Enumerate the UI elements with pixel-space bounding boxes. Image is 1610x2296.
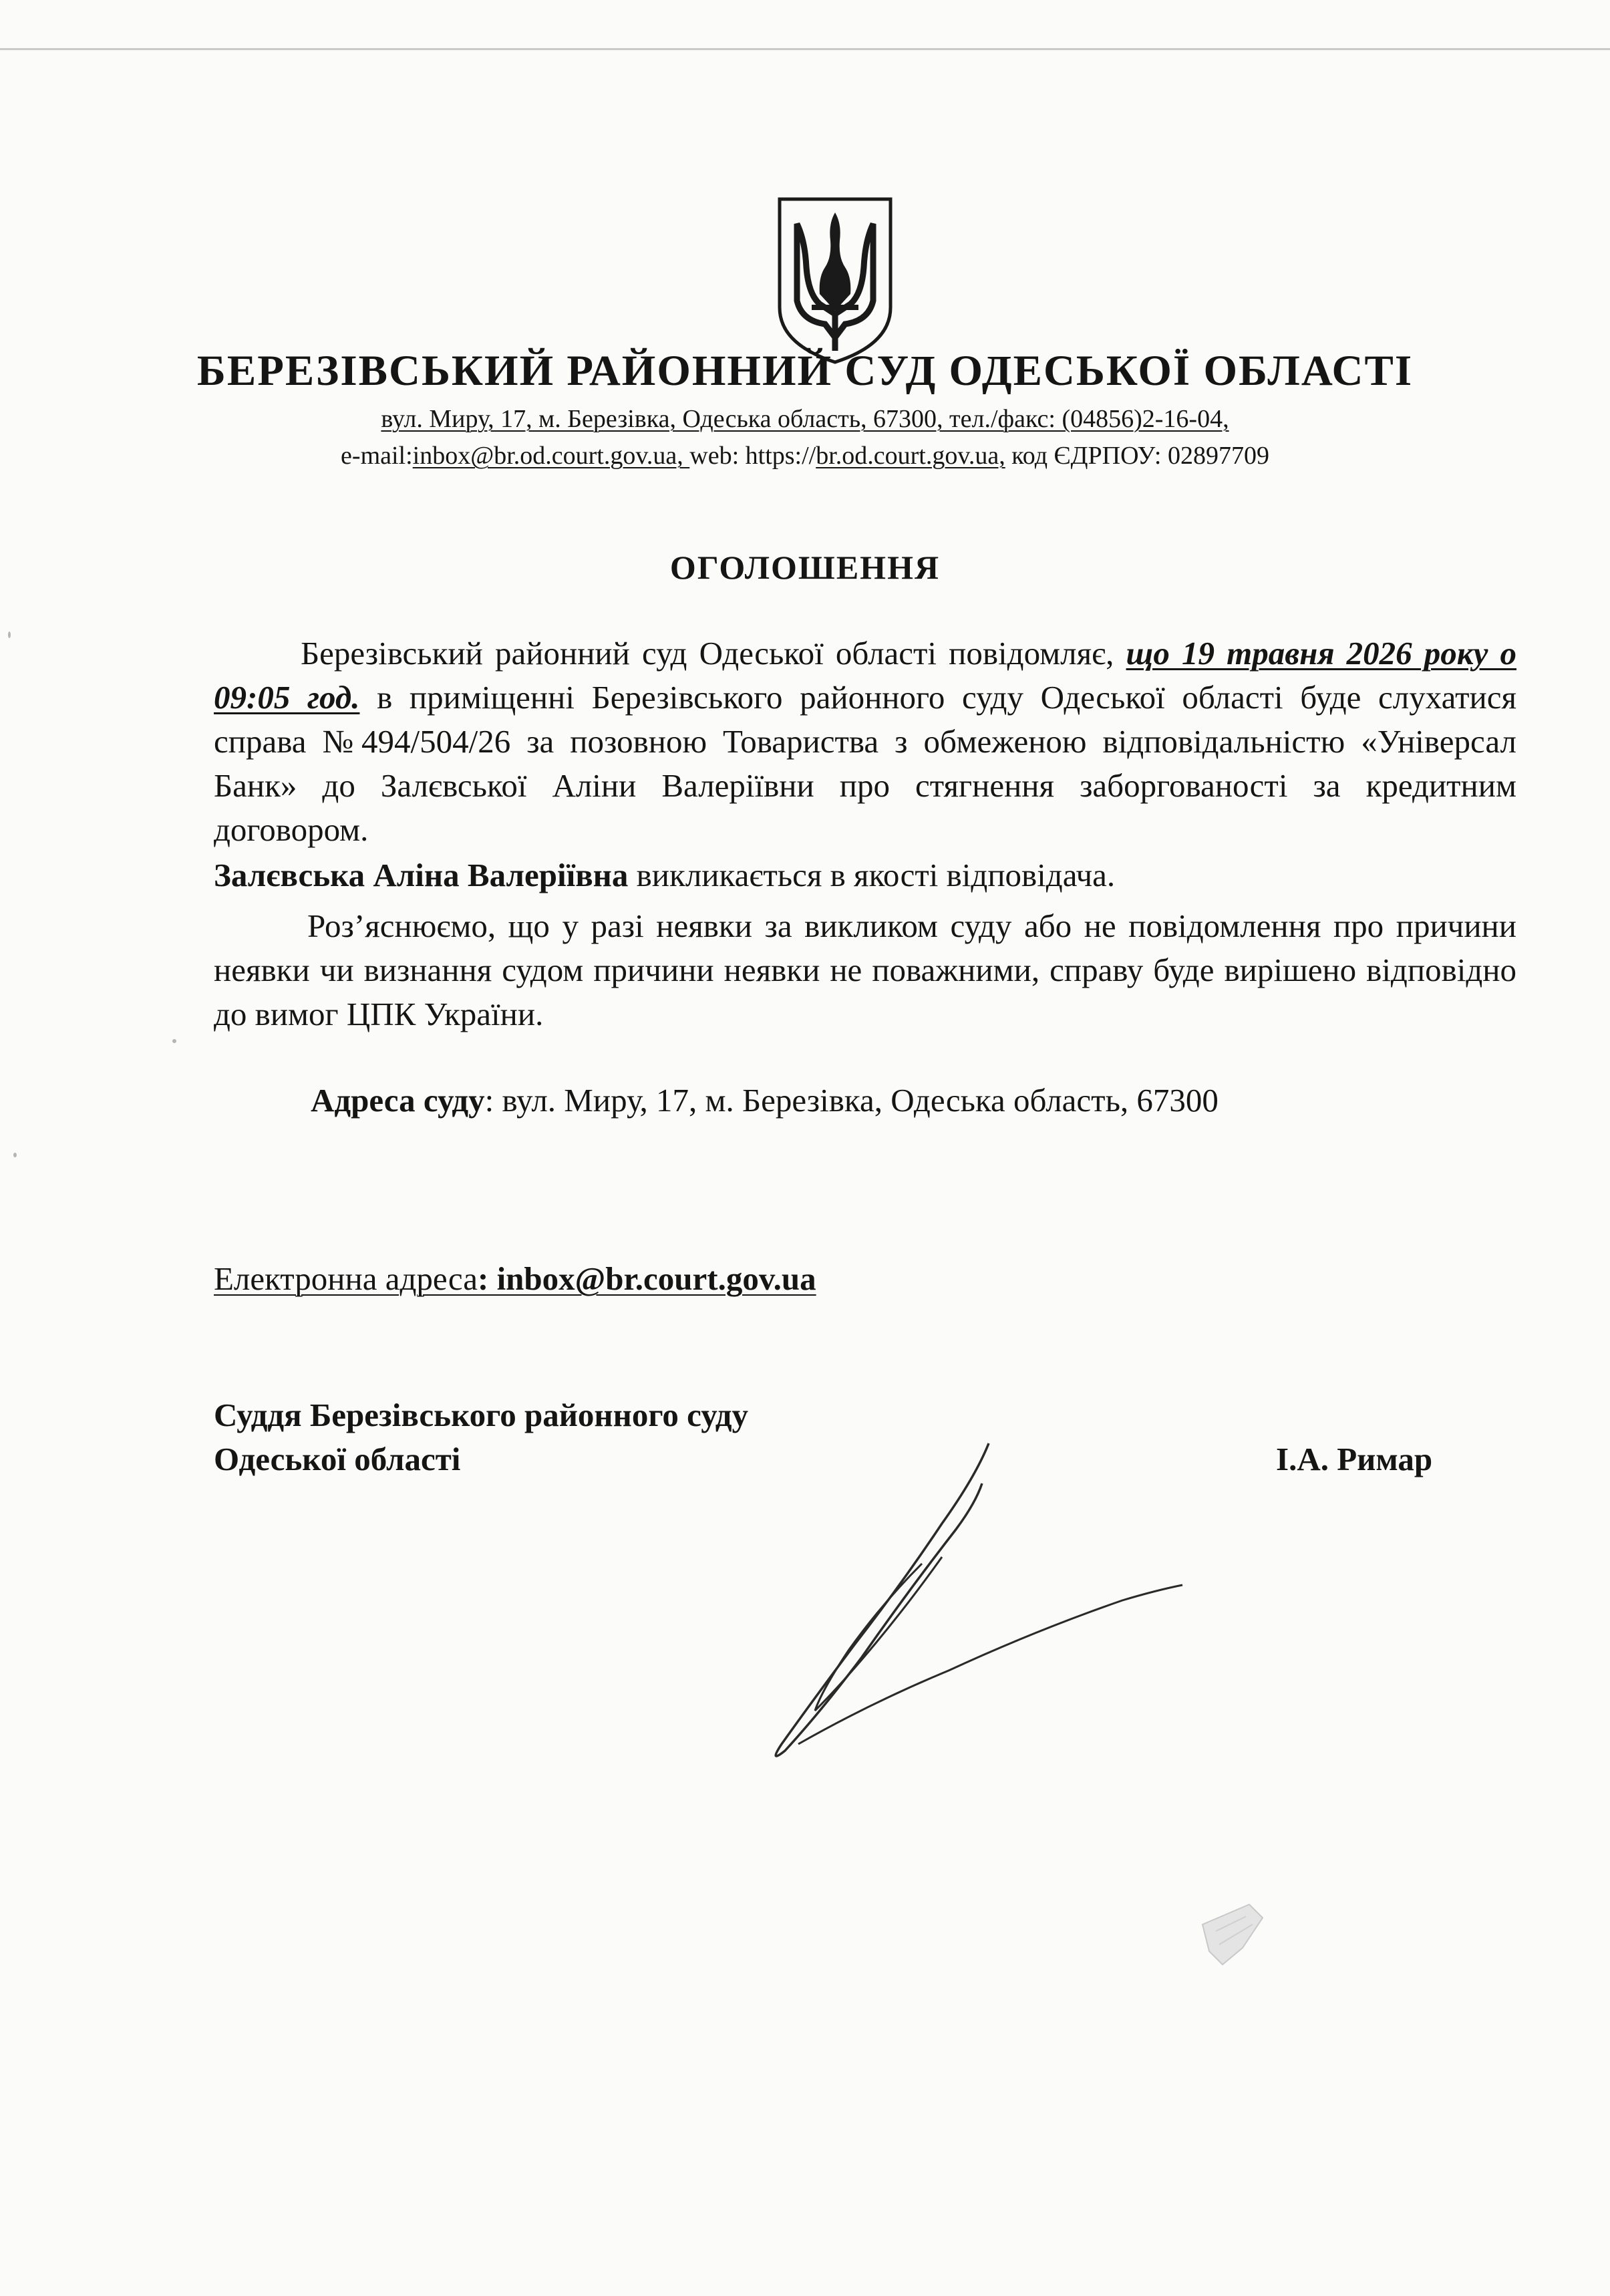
- scan-speck: [8, 631, 11, 638]
- court-contacts-line: [0, 441, 1610, 470]
- handwritten-signature: [721, 1430, 1189, 1777]
- hearing-date: що 19 травня 2026 року о 09:05 год.: [214, 635, 1517, 716]
- electronic-address-label: Електронна адреса: [214, 1260, 478, 1297]
- announcement-paragraph: [214, 631, 1516, 852]
- defendant-role: викликається в якості відповідача.: [628, 857, 1116, 893]
- paragraph-rest: в приміщенні Березівського районного суду Одеської області буде слухатися справа №494/504/26 за позовною Товариства з обмеженою відповідальністю «Універсал Банк» до Залєвської Аліни Валеріївни про стягнення заборгованості за кредитним договором.: [214, 679, 1516, 848]
- judge-title: [214, 1393, 748, 1481]
- defendant-summons: [214, 853, 1115, 897]
- judge-title-line1: Суддя Березівського районного суду: [214, 1397, 748, 1433]
- paragraph-start: Березівський районний суд Одеської області повідомляє,: [301, 635, 1126, 672]
- email-link[interactable]: inbox@br.od.court.gov.ua,: [412, 442, 690, 470]
- court-name: БЕРЕЗІВСЬКИЙ РАЙОННИЙ СУД ОДЕСЬКОЇ ОБЛАСТІ: [196, 347, 1414, 395]
- court-address-label: Адреса суду: [311, 1082, 485, 1119]
- scan-speck: [172, 1039, 176, 1043]
- email-prefix: e-mail:: [341, 442, 413, 470]
- court-address-line: [0, 404, 1610, 434]
- judge-name: І.А. Римар: [1276, 1441, 1433, 1477]
- court-address: [311, 1081, 1219, 1119]
- defendant-name: Залєвська Аліна Валеріївна: [214, 857, 629, 893]
- explanation-paragraph: Роз’яснюємо, що у разі неявки за викликом суду або не повідомлення про причини неявки чи визнання судом причини неявки не поважними, справу буде вирішено відповідно до вимог ЦПК України.: [214, 907, 1516, 1032]
- scan-smudge: [1189, 1884, 1283, 1978]
- web-link[interactable]: br.od.court.gov.ua,: [816, 442, 1005, 470]
- electronic-address: [214, 1260, 816, 1298]
- electronic-address-value[interactable]: : inbox@br.court.gov.ua: [478, 1260, 816, 1297]
- address-text: вул. Миру, 17, м. Березівка, Одеська область, 67300, тел./факс: (04856)2-16-04,: [381, 405, 1229, 433]
- web-prefix: web: https://: [689, 442, 816, 470]
- edrpou-code: код ЄДРПОУ: 02897709: [1005, 442, 1269, 470]
- court-address-value: : вул. Миру, 17, м. Березівка, Одеська область, 67300: [484, 1082, 1219, 1119]
- judge-title-line2: Одеської області: [214, 1441, 461, 1477]
- scan-top-edge: [0, 48, 1610, 50]
- scan-speck: [13, 1153, 17, 1157]
- trident-coat-of-arms-icon: [772, 194, 899, 368]
- document-title: ОГОЛОШЕННЯ: [669, 549, 941, 586]
